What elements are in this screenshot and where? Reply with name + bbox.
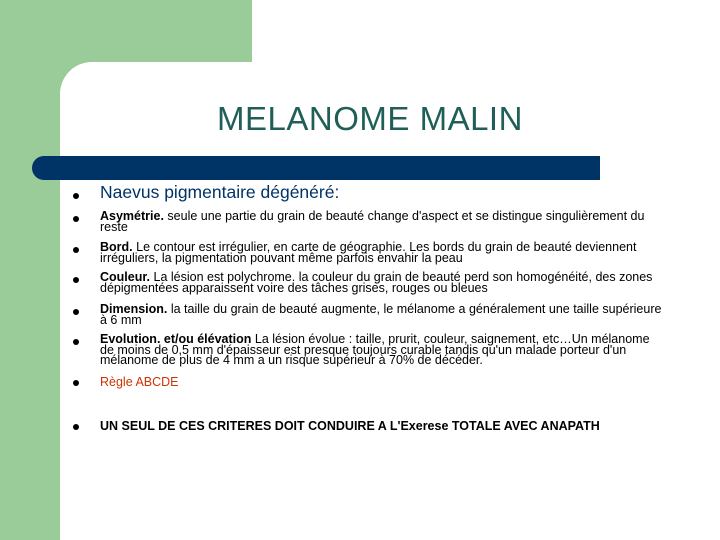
bullet-dot	[73, 380, 79, 386]
bullet-dot	[73, 424, 79, 430]
criterion-couleur	[100, 272, 665, 293]
slide-title: MELANOME MALIN	[217, 100, 523, 137]
title-underline-bar	[32, 156, 600, 180]
criterion-label: Dimension.	[100, 302, 168, 316]
rule-text: Règle ABCDE	[100, 375, 179, 389]
criterion-bord	[100, 242, 665, 263]
green-left-band	[0, 0, 60, 540]
criterion-label: Couleur.	[100, 270, 151, 284]
criterion-text: La lésion évolue : taille, prurit, couleur, saignement, etc…Un mélanome de moins de 0,5 mm d'épaisseur est presque toujours curable tandis qu'un malade porteur d'un mélanome de plus de 4 mm a un risque supérieur à 70% de décéder.	[100, 332, 650, 367]
bullet-dot	[73, 309, 79, 315]
bullet-dot	[73, 247, 79, 253]
criterion-label: Asymétrie.	[100, 209, 164, 223]
bullet-dot	[73, 277, 79, 283]
bullet-dot	[73, 339, 79, 345]
conclusion-text: UN SEUL DE CES CRITERES DOIT CONDUIRE A L'Exerese TOTALE AVEC ANAPATH	[100, 419, 600, 433]
bullet-dot	[73, 216, 79, 222]
criterion-text: la taille du grain de beauté augmente, le mélanome a généralement une taille supérieure à 6 mm	[100, 302, 662, 327]
criterion-dimension	[100, 304, 665, 325]
criterion-evolution	[100, 334, 665, 366]
criterion-text: Le contour est irrégulier, en carte de géographie. Les bords du grain de beauté deviennent irréguliers, la pigmentation pouvant même parfois envahir la peau	[100, 240, 637, 265]
criterion-label: Evolution. et/ou élévation	[100, 332, 252, 346]
criterion-text: seule une partie du grain de beauté change d'aspect et se distingue singulièrement du reste	[100, 209, 645, 234]
criterion-text: La lésion est polychrome. la couleur du grain de beauté perd son homogénéité, des zones dépigmentées apparaissent voire des tâches grises, rouges ou bleues	[100, 270, 653, 295]
criterion-label: Bord.	[100, 240, 133, 254]
bullet-dot	[73, 193, 79, 199]
criterion-asymetrie	[100, 211, 665, 232]
intro-text: Naevus pigmentaire dégénéré:	[100, 182, 340, 202]
